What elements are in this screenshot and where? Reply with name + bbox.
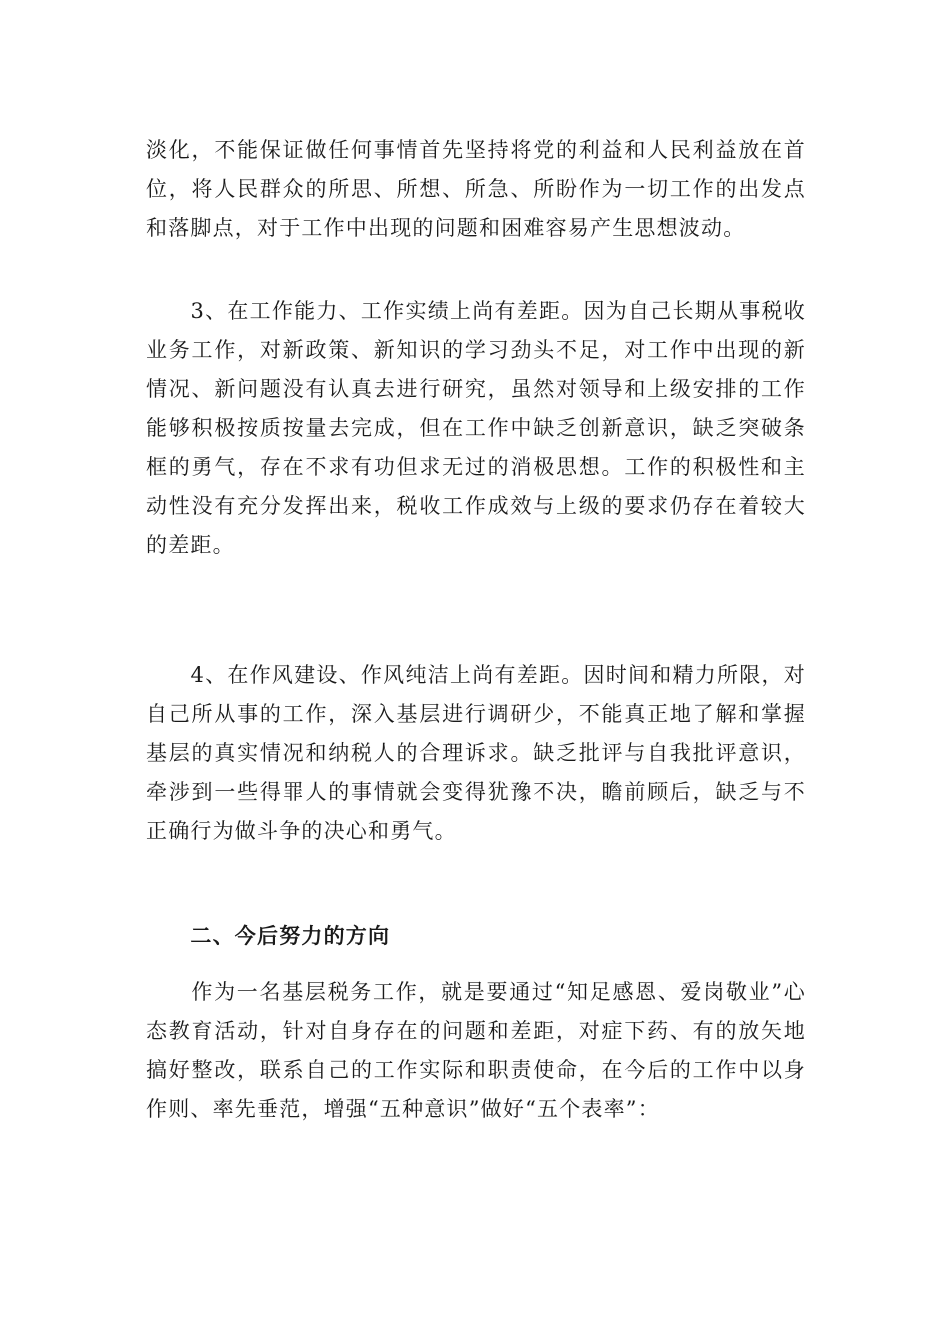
paragraph-text: 3、在工作能力、工作实绩上尚有差距。因为自己长期从事税收业务工作，对新政策、新知识的学习劲头不足，对工作中出现的新情况、新问题没有认真去进行研究，虽然对领导和上级安排的工作能够积极按质按量去完成，但在工作中缺乏创新意识，缺乏突破条框的勇气，存在不求有功但求无过的消极思想。工作的积极性和主动性没有充分发挥出来，税收工作成效与上级的要求仍存在着较大的差距。 [146, 299, 806, 557]
paragraph-text: 淡化，不能保证做任何事情首先坚持将党的利益和人民利益放在首位，将人民群众的所思、所想、所急、所盼作为一切工作的出发点和落脚点，对于工作中出现的问题和困难容易产生思想波动。 [146, 138, 806, 240]
paragraph-continued [146, 131, 806, 248]
heading-text: 二、今后努力的方向 [146, 923, 391, 948]
paragraph-text: 作为一名基层税务工作，就是要通过“知足感恩、爱岗敬业”心态教育活动，针对自身存在的问题和差距，对症下药、有的放矢地搞好整改，联系自己的工作实际和职责使命，在今后的工作中以身作则、率先垂范，增强“五种意识”做好“五个表率”： [146, 980, 806, 1121]
paragraph-5 [146, 973, 806, 1129]
paragraph-4 [146, 656, 806, 851]
paragraph-text: 4、在作风建设、作风纯洁上尚有差距。因时间和精力所限，对自己所从事的工作，深入基层进行调研少，不能真正地了解和掌握基层的真实情况和纳税人的合理诉求。缺乏批评与自我批评意识，牵涉到一些得罪人的事情就会变得犹豫不决，瞻前顾后，缺乏与不正确行为做斗争的决心和勇气。 [146, 663, 806, 843]
paragraph-3 [146, 292, 806, 565]
section-heading [146, 916, 806, 955]
